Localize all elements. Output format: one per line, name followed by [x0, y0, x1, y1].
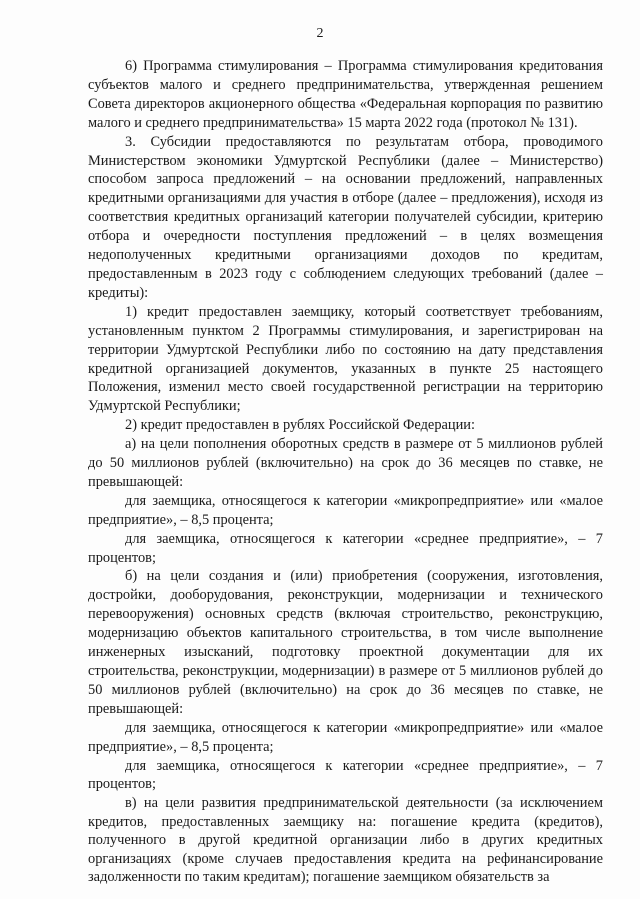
- page-number: 2: [316, 26, 324, 41]
- paragraph-subitem-b: б) на цели создания и (или) приобретения (сооружения, изготовления, достройки, дооборудования, реконструкции, модернизации и технического перевооружения) основных средств (включая строительство, реконструкцию, модернизацию объектов капитального строительства, в том числе выполнение инженерных изысканий, подготовку проектной документации для их строительства, реконструкции, модернизации) в размере от 5 миллионов рублей до 50 миллионов рублей (включительно) на срок до 36 месяцев по ставке, не превышающей:: [88, 568, 603, 717]
- paragraph-subitem-v: в) на цели развития предпринимательской деятельности (за исключением кредитов, предоставленных заемщику на: погашение кредита (кредитов), полученного в другой кредитной организации либо в других кредитных организациях (кроме случаев предоставления кредита на рефинансирование задолженности по таким кредитам); погашение заемщиком обязательств за: [88, 795, 603, 886]
- paragraph-b-micro-small-rate: для заемщика, относящегося к категории «микропредприятие» или «малое предприятие», – 8,5 процента;: [88, 719, 603, 755]
- document-body: [88, 57, 603, 887]
- paragraph-a-medium-rate: для заемщика, относящегося к категории «среднее предприятие», – 7 процентов;: [88, 530, 603, 566]
- paragraph-item-3: 3. Субсидии предоставляются по результатам отбора, проводимого Министерством экономики Удмуртской Республики (далее – Министерство) способом запроса предложений – на основании предложений, направленных кредитными организациями для участия в отборе (далее – предложения), исходя из соответствия кредитных организаций категории получателей субсидии, критерию отбора и очередности поступления предложений – в целях возмещения недополученных кредитными организациями доходов по кредитам, предоставленным в 2023 году с соблюдением следующих требований (далее – кредиты):: [88, 133, 603, 301]
- paragraph-definition-6: 6) Программа стимулирования – Программа стимулирования кредитования субъектов малого и среднего предпринимательства, утвержденная решением Совета директоров акционерного общества «Федеральная корпорация по развитию малого и среднего предпринимательства» 15 марта 2022 года (протокол № 131).: [88, 58, 603, 131]
- paragraph-a-micro-small-rate: для заемщика, относящегося к категории «микропредприятие» или «малое предприятие», – 8,5 процента;: [88, 492, 603, 528]
- paragraph-subitem-a: а) на цели пополнения оборотных средств в размере от 5 миллионов рублей до 50 миллионов рублей (включительно) на срок до 36 месяцев по ставке, не превышающей:: [88, 436, 603, 490]
- paragraph-b-medium-rate: для заемщика, относящегося к категории «среднее предприятие», – 7 процентов;: [88, 757, 603, 793]
- paragraph-requirement-1: 1) кредит предоставлен заемщику, который соответствует требованиям, установленным пунктом 2 Программы стимулирования, и зарегистрирован на территории Удмуртской Республики либо по состоянию на дату представления кредитной организацией документов, указанных в пункте 25 настоящего Положения, изменил место своей государственной регистрации на территорию Удмуртской Республики;: [88, 303, 603, 415]
- paragraph-requirement-2: 2) кредит предоставлен в рублях Российской Федерации:: [125, 417, 475, 434]
